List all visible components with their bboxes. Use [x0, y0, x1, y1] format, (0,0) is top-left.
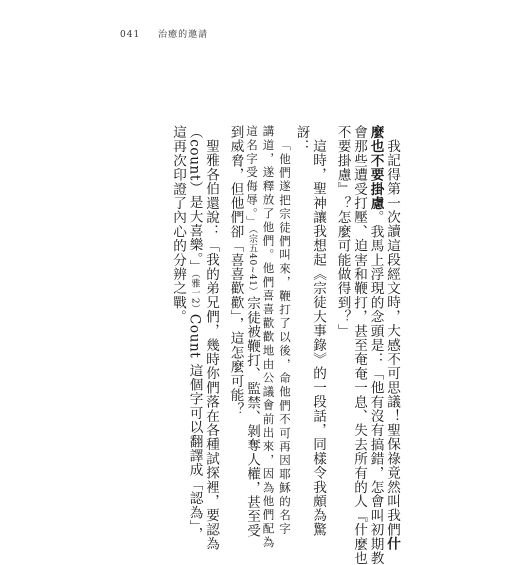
bold-text: 麼也不要掛慮: [367, 125, 384, 211]
text-column: 到威脅，但他們卻「喜喜歡歡」，這怎麼可能？: [227, 125, 244, 417]
text-column: 聖雅各伯還說：「我的弟兄們，幾時你們落在各種試探裡，要認為: [203, 139, 219, 551]
quote-column: 「他們遂把宗徒們叫來，鞭打了以後，命他們不可再因耶穌的名字: [278, 139, 292, 537]
vertical-text-body: [170, 125, 401, 565]
text-column: 會那些遭受打壓、迫害和鞭打，甚至奄奄一息、失去所有的人『什麼也: [351, 125, 367, 565]
text-column: 這再次印證了內心的分辨之戰。: [170, 125, 186, 324]
citation: （宗五40∼41）: [247, 228, 257, 297]
text-column: （count）是大喜樂。」（雅一2）Count 這個字可以翻譯成「認為」，: [186, 125, 203, 542]
bold-text: 什: [384, 536, 400, 551]
text-column: 不要掛慮』？怎麼可能做得到？」: [334, 125, 351, 338]
text-column: 訝：: [293, 125, 310, 154]
page-number: 041: [120, 30, 141, 40]
text-column: 我記得第一次讀這段經文時，大感不可思議！聖保祿竟然叫我們什: [384, 139, 400, 551]
quote-column: 講道，遂釋放了他們。他們喜喜歡歡地由公議會前出來，因為他們配為: [261, 125, 276, 550]
text-column: 這名字受侮辱。」（宗五40∼41）宗徒被鞭打、監禁、剝奪人權，甚至受: [244, 125, 260, 538]
text-column: 這時，聖神讓我想起《宗徒大事錄》的一段話，同樣令我頗為驚: [310, 139, 326, 537]
book-title: 治癒的邀請: [158, 30, 209, 40]
text-fragment: 。我馬上浮現的念頭是：「他有沒有搞錯，怎會叫初期教: [367, 210, 384, 565]
running-header: [120, 27, 222, 40]
citation: （雅一2）: [189, 273, 200, 314]
text-column: [367, 125, 384, 565]
